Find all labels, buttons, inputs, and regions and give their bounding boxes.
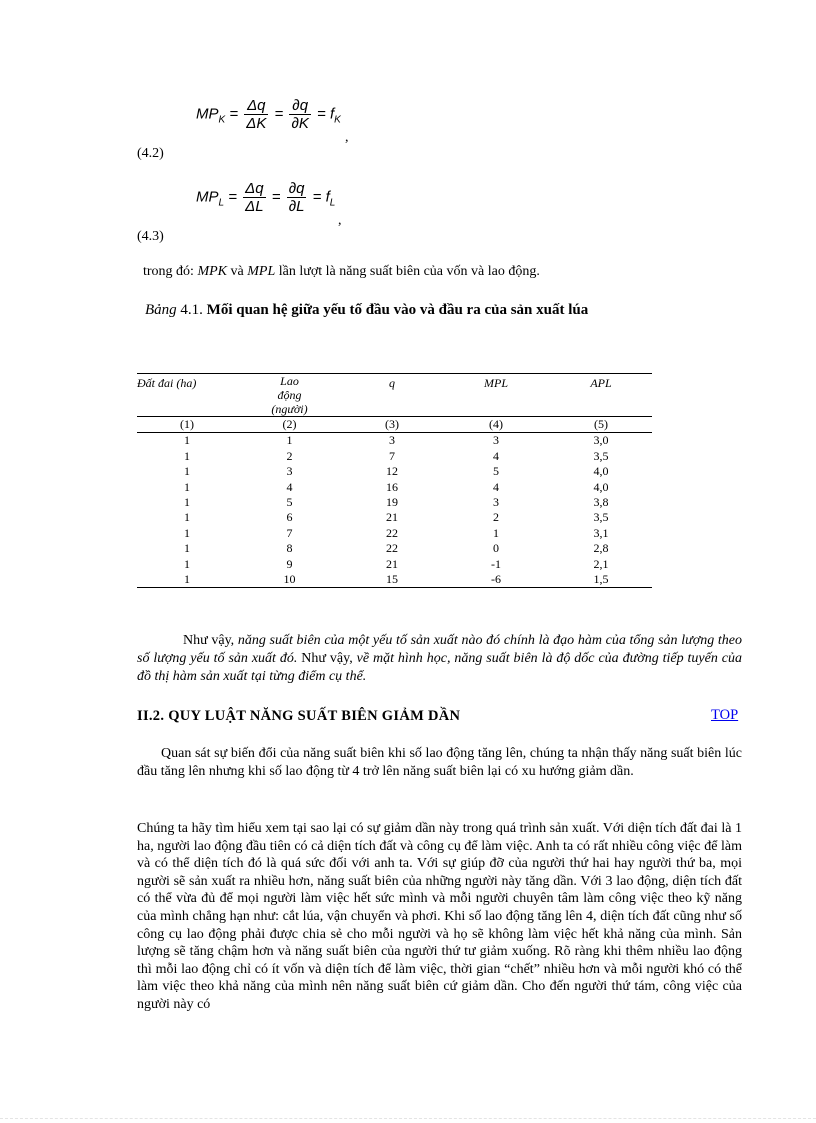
table-row — [137, 464, 652, 479]
table-cell: 1 — [184, 495, 190, 510]
formula-fraction-partial: $\frac{\partial q}{\partial L}$ — [288, 180, 305, 215]
section-heading: II.2. QUY LUẬT NĂNG SUẤT BIÊN GIẢM DẦN — [137, 708, 461, 724]
table-cell: 8 — [286, 541, 293, 556]
table-row — [137, 433, 652, 449]
formula-trail-comma: , — [338, 213, 342, 228]
formula-rhs-sub: K — [334, 114, 341, 126]
data-table — [137, 373, 652, 588]
table-caption: Bảng 4.1. Mối quan hệ giữa yếu tố đầu vào và đầu ra của sản xuất lúa — [145, 302, 589, 318]
formula-lhs: MP — [196, 188, 219, 206]
table-cell: 2 — [286, 448, 293, 463]
summary-paragraph: Như vậy, năng suất biên của một yếu tố sản xuất nào đó chính là đạo hàm của tổng sản lượng theo số lượng yếu tố sản xuất đó. Như vậy, về mặt hình học, năng suất biên là độ dốc của đường tiếp tuyến của đồ thị hàm sản xuất tại từng điểm cụ thể. — [137, 633, 742, 684]
table-cell: 15 — [342, 572, 442, 588]
formula-mpl: $MP_L$ = $\frac{\Delta q}{\Delta L}$ = $\frac{\partial q}{\partial L}$ = $f_L$ — [196, 180, 336, 215]
table-cell: 22 — [386, 525, 398, 540]
col-header: Lao động (người) — [237, 374, 342, 417]
table-cell: 0 — [493, 541, 499, 556]
col-number: (2) — [237, 417, 342, 433]
observation-paragraph: Quan sát sự biến đổi của năng suất biên khi số lao động tăng lên, chúng ta nhận thấy năng suất biên lúc đầu tăng lên nhưng khi số lao động từ 4 trở lên năng suất biên lại có xu hướng giảm dần. — [137, 746, 742, 779]
table-cell: 1 — [184, 510, 190, 525]
formula-lhs: MP — [196, 105, 219, 123]
table-row — [137, 495, 652, 510]
table-cell: 3,5 — [593, 510, 609, 525]
formula-fraction-partial: $\frac{\partial q}{\partial K}$ — [291, 97, 309, 132]
table-row — [137, 510, 652, 525]
term-mpl: MPL — [247, 264, 276, 279]
table-cell: 3,5 — [593, 448, 609, 463]
table-cell: 3,0 — [593, 433, 609, 448]
explanation-paragraph: Chúng ta hãy tìm hiểu xem tại sao lại có sự giảm dần này trong quá trình sản xuất. Với diện tích đất đai là 1 ha, người lao động đầu tiên có cả diện tích đất và công cụ để làm việc. Anh ta có rất nhiều công việc để làm và có thể diện tích đó là quá sức đối với anh ta. Với sự giúp đỡ của người thứ hai hay người thứ ba, mọi người sẽ sản xuất ra nhiều hơn, năng suất biên của những người này tăng dần. Với 3 lao động, diện tích đất có thể vừa đủ để mọi người làm việc hết sức mình và mỗi người chuyên tâm làm công việc theo kỹ năng của mình chẳng hạn như: cắt lúa, vận chuyển và phơi. Khi số lao động tăng lên 4, diện tích đất cũng như số công cụ lao động phải được chia sẻ cho mỗi người và họ sẽ không làm việc hết khả năng của mình. Sản lượng sẽ tăng chậm hơn và năng suất biên của người thứ tư giảm xuống. Rõ ràng khi thêm nhiều lao động thì mỗi lao động chỉ có ít vốn và diện tích để làm việc, thời gian “chết” nhiều hơn và mỗi người khó có thể làm việc theo khả năng của mình nên năng suất biên cứ giảm dần. Cho đến người thứ tám, công việc của người này có — [137, 821, 742, 1012]
table-cell: 3 — [493, 495, 499, 510]
table-row — [137, 449, 652, 464]
table-cell: 1 — [184, 556, 190, 571]
formula-trail-comma: , — [345, 130, 349, 145]
table-row — [137, 572, 652, 588]
table-cell: 16 — [386, 479, 398, 494]
table-cell: 19 — [386, 495, 398, 510]
formula-rhs-sub: L — [329, 197, 336, 209]
table-cell: 7 — [286, 525, 293, 540]
formula-fraction-delta: $\frac{\Delta q}{\Delta K}$ — [246, 97, 267, 132]
table-cell: 4 — [286, 479, 293, 494]
col-header: MPL — [442, 374, 550, 417]
table-cell: 1 — [184, 448, 190, 463]
table-cell: 3,1 — [593, 525, 609, 540]
table-cell: 1 — [493, 525, 499, 540]
table-cell: 9 — [286, 556, 293, 571]
table-row — [137, 480, 652, 495]
table-cell: 5 — [286, 495, 293, 510]
table-cell: 12 — [386, 464, 398, 479]
col-number: (3) — [342, 417, 442, 433]
formula-rhs: f — [330, 105, 335, 123]
table-cell: 21 — [386, 556, 398, 571]
table-cell: 3 — [286, 464, 293, 479]
table-cell: 1 — [184, 525, 190, 540]
col-header: Đất đai (ha) — [137, 374, 237, 417]
formula-lhs-sub: L — [218, 197, 225, 209]
formula-lhs-sub: K — [218, 114, 226, 126]
table-row — [137, 557, 652, 572]
table-cell: -6 — [442, 572, 550, 588]
table-cell: 1 — [184, 541, 190, 556]
table-cell: 10 — [237, 572, 342, 588]
table-cell: 21 — [386, 510, 398, 525]
table-cell: 2,1 — [593, 556, 609, 571]
table-cell: 1 — [184, 479, 190, 494]
col-header: APL — [550, 374, 652, 417]
table-caption-title: Mối quan hệ giữa yếu tố đầu vào và đầu ra của sản xuất lúa — [206, 302, 589, 318]
table-cell: 4 — [493, 479, 499, 494]
table-cell: 1,5 — [550, 572, 652, 588]
table-cell: 7 — [389, 448, 395, 463]
page-divider — [0, 1118, 816, 1119]
table-cell: 3 — [389, 433, 395, 448]
col-number: (5) — [550, 417, 652, 433]
table-cell: 4 — [493, 448, 499, 463]
equation-label: (4.2) — [137, 146, 164, 161]
formula-fraction-delta: $\frac{\Delta q}{\Delta L}$ — [245, 180, 264, 215]
equation-label: (4.3) — [137, 229, 164, 244]
table-cell: 4,0 — [593, 479, 609, 494]
table-cell: 5 — [493, 464, 499, 479]
table-cell: 1 — [286, 433, 293, 448]
table-cell: 2,8 — [593, 541, 609, 556]
table-row — [137, 541, 652, 556]
table-cell: 1 — [184, 433, 190, 448]
formula-mpk: $MP_K$ = $\frac{\Delta q}{\Delta K}$ = $\frac{\partial q}{\partial K}$ = $f_K$ — [196, 97, 341, 132]
col-number: (1) — [137, 417, 237, 433]
formula-rhs: f — [325, 188, 330, 206]
table-row — [137, 526, 652, 541]
col-number: (4) — [442, 417, 550, 433]
table-cell: 3,8 — [593, 495, 609, 510]
table-cell: -1 — [491, 556, 501, 571]
table-cell: 1 — [184, 464, 190, 479]
table-cell: 6 — [286, 510, 293, 525]
table-cell: 1 — [137, 572, 237, 588]
table-cell: 2 — [493, 510, 499, 525]
intro-sentence: trong đó: MPK và MPL lần lượt là năng suất biên của vốn và lao động. — [143, 264, 540, 279]
table-cell: 3 — [493, 433, 499, 448]
col-header: q — [342, 374, 442, 417]
term-mpk: MPK — [197, 264, 228, 279]
table-cell: 22 — [386, 541, 398, 556]
top-link[interactable]: TOP — [711, 707, 739, 723]
table-cell: 4,0 — [593, 464, 609, 479]
